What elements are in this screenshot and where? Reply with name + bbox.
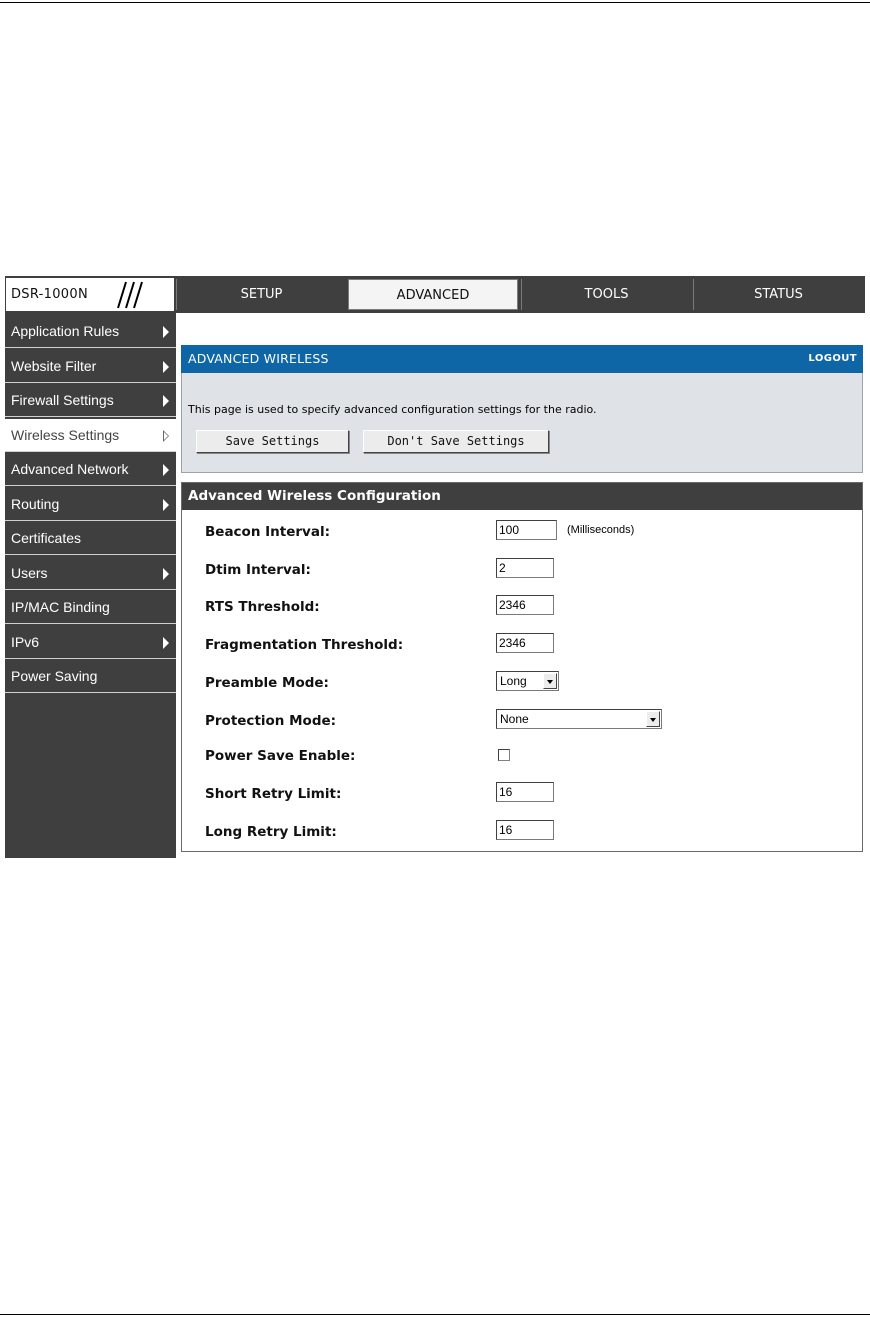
dropdown-arrow-icon[interactable] bbox=[646, 711, 660, 727]
chevron-right-outline-icon bbox=[163, 430, 169, 442]
beacon-interval-unit: (Milliseconds) bbox=[567, 524, 635, 536]
section-title: Advanced Wireless Configuration bbox=[182, 483, 862, 510]
preamble-mode-value: Long bbox=[500, 674, 527, 688]
logo-slashes-icon bbox=[104, 280, 164, 310]
sidebar-item-users[interactable] bbox=[5, 557, 176, 590]
model-logo bbox=[6, 278, 174, 311]
short-retry-limit-row bbox=[182, 779, 862, 809]
fragmentation-threshold-label: Fragmentation Threshold: bbox=[205, 637, 404, 653]
preamble-mode-select[interactable] bbox=[496, 671, 559, 691]
page-top-rule bbox=[0, 2, 870, 3]
top-nav-bar bbox=[5, 276, 865, 313]
protection-mode-label: Protection Mode: bbox=[205, 713, 337, 729]
sidebar-item-label: Routing bbox=[11, 496, 60, 512]
protection-mode-row bbox=[182, 706, 862, 736]
beacon-interval-label: Beacon Interval: bbox=[205, 524, 330, 540]
sidebar-item-advanced-network[interactable] bbox=[5, 453, 176, 486]
advanced-wireless-config-section bbox=[181, 482, 863, 852]
tab-advanced[interactable]: ADVANCED bbox=[348, 279, 518, 310]
chevron-right-icon bbox=[163, 326, 169, 338]
sidebar-item-power-saving[interactable] bbox=[5, 660, 176, 693]
rts-threshold-row bbox=[182, 592, 862, 622]
router-admin-window bbox=[5, 276, 865, 858]
chevron-right-icon bbox=[163, 361, 169, 373]
tab-setup[interactable]: SETUP bbox=[176, 279, 346, 310]
tab-tools[interactable]: TOOLS bbox=[521, 279, 691, 310]
sidebar-item-label: IP/MAC Binding bbox=[11, 599, 110, 615]
panel-header bbox=[181, 345, 863, 373]
sidebar-item-ip-mac-binding[interactable] bbox=[5, 591, 176, 624]
power-save-row bbox=[182, 741, 862, 771]
sidebar-item-website-filter[interactable] bbox=[5, 350, 176, 383]
power-save-label: Power Save Enable: bbox=[205, 748, 356, 764]
fragmentation-threshold-input[interactable]: 2346 bbox=[496, 633, 554, 653]
chevron-right-icon bbox=[163, 395, 169, 407]
dtim-interval-row bbox=[182, 555, 862, 585]
beacon-interval-input[interactable]: 100 bbox=[496, 520, 557, 540]
sidebar-item-label: Users bbox=[11, 565, 48, 581]
chevron-right-icon bbox=[163, 499, 169, 511]
rts-threshold-label: RTS Threshold: bbox=[205, 599, 320, 615]
dont-save-settings-button[interactable]: Don't Save Settings bbox=[363, 430, 549, 453]
fragmentation-threshold-row bbox=[182, 630, 862, 660]
dtim-interval-label: Dtim Interval: bbox=[205, 562, 311, 578]
chevron-right-icon bbox=[163, 568, 169, 580]
chevron-right-icon bbox=[163, 464, 169, 476]
beacon-interval-row bbox=[182, 517, 862, 547]
long-retry-limit-row bbox=[182, 817, 862, 847]
sidebar-item-label: Wireless Settings bbox=[11, 427, 120, 443]
sidebar-item-firewall-settings[interactable] bbox=[5, 384, 176, 417]
short-retry-limit-input[interactable]: 16 bbox=[496, 782, 554, 802]
page-title: ADVANCED WIRELESS bbox=[188, 351, 329, 366]
preamble-mode-label: Preamble Mode: bbox=[205, 675, 329, 691]
sidebar-item-label: Certificates bbox=[11, 530, 82, 546]
page-description: This page is used to specify advanced configuration settings for the radio. bbox=[188, 403, 597, 416]
sidebar-item-label: Power Saving bbox=[11, 668, 98, 684]
sidebar-item-label: Firewall Settings bbox=[11, 392, 114, 408]
sidebar-item-ipv6[interactable] bbox=[5, 626, 176, 659]
info-box bbox=[181, 373, 863, 473]
power-save-checkbox[interactable] bbox=[498, 749, 510, 761]
sidebar-item-certificates[interactable] bbox=[5, 522, 176, 555]
chevron-right-icon bbox=[163, 637, 169, 649]
protection-mode-value: None bbox=[500, 712, 529, 726]
page-bottom-rule bbox=[0, 1314, 870, 1315]
dropdown-arrow-icon[interactable] bbox=[543, 673, 557, 689]
save-settings-button[interactable]: Save Settings bbox=[196, 430, 349, 453]
sidebar-item-routing[interactable] bbox=[5, 488, 176, 521]
long-retry-limit-label: Long Retry Limit: bbox=[205, 824, 337, 840]
dtim-interval-input[interactable]: 2 bbox=[496, 558, 554, 578]
logout-link[interactable]: LOGOUT bbox=[808, 353, 857, 364]
sidebar-item-label: Application Rules bbox=[11, 323, 120, 339]
sidebar-item-wireless-settings[interactable] bbox=[5, 419, 176, 452]
preamble-mode-row bbox=[182, 668, 862, 698]
sidebar bbox=[5, 313, 176, 858]
model-name: DSR-1000N bbox=[11, 287, 88, 302]
rts-threshold-input[interactable]: 2346 bbox=[496, 595, 554, 615]
long-retry-limit-input[interactable]: 16 bbox=[496, 820, 554, 840]
short-retry-limit-label: Short Retry Limit: bbox=[205, 786, 342, 802]
protection-mode-select[interactable] bbox=[496, 709, 662, 729]
sidebar-item-label: Advanced Network bbox=[11, 461, 129, 477]
sidebar-item-label: Website Filter bbox=[11, 358, 97, 374]
tab-status[interactable]: STATUS bbox=[693, 279, 863, 310]
sidebar-item-application-rules[interactable] bbox=[5, 315, 176, 348]
sidebar-item-label: IPv6 bbox=[11, 634, 40, 650]
